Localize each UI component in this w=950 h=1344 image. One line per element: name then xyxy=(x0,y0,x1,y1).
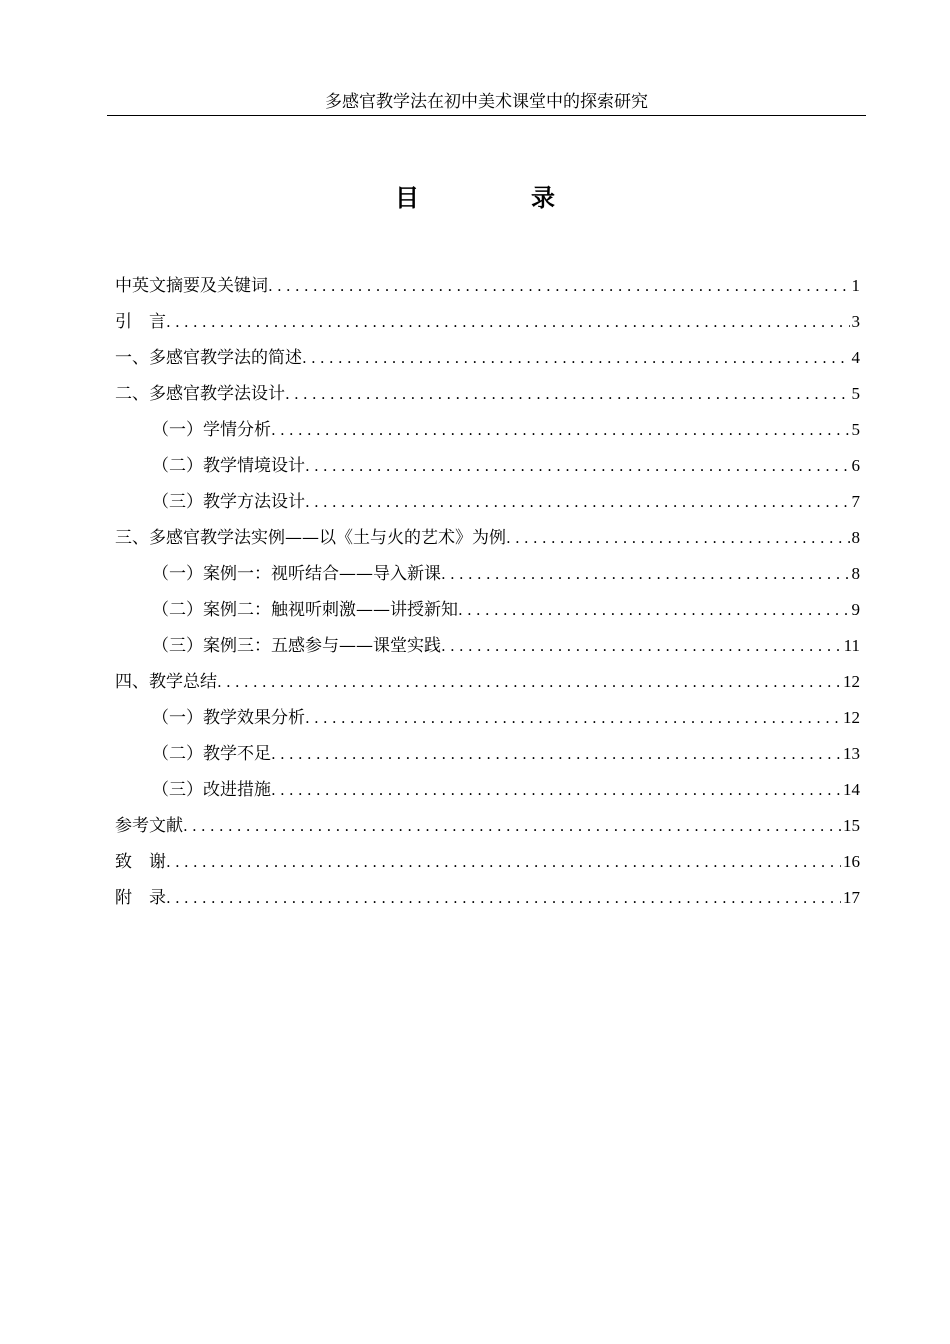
toc-entry-page: 11 xyxy=(843,636,860,655)
toc-dot-leader xyxy=(305,488,850,516)
toc-dot-leader xyxy=(166,848,841,876)
toc-dot-leader xyxy=(458,596,850,624)
toc-entry[interactable] xyxy=(115,776,860,812)
toc-dot-leader xyxy=(268,272,850,300)
running-header xyxy=(107,92,866,116)
toc-title: 目 录 xyxy=(395,183,599,212)
toc-entry-label: （一）学情分析 xyxy=(152,420,271,440)
toc-entry-page: 8 xyxy=(851,528,860,547)
toc-entry[interactable] xyxy=(115,596,860,632)
toc-entry[interactable] xyxy=(115,272,860,308)
toc-entry-page: 14 xyxy=(843,780,860,799)
toc-entry[interactable] xyxy=(115,812,860,848)
toc-entry[interactable] xyxy=(115,524,860,560)
toc-dot-leader xyxy=(271,740,841,768)
toc-entry-label: （三）改进措施 xyxy=(152,780,271,800)
toc-entry-page: 5 xyxy=(851,420,860,439)
toc-dot-leader xyxy=(441,560,850,588)
toc-entry-label: （一）教学效果分析 xyxy=(152,708,305,728)
toc-entry-label: 中英文摘要及关键词 xyxy=(115,276,268,296)
toc-entry-label: 引 言 xyxy=(115,312,166,332)
toc-entry-page: 1 xyxy=(851,276,860,295)
toc-entry[interactable] xyxy=(115,560,860,596)
toc-entry-label: 参考文献 xyxy=(115,816,183,836)
toc-entry[interactable] xyxy=(115,380,860,416)
toc-dot-leader xyxy=(271,776,841,804)
toc-entry-label: 致 谢 xyxy=(115,852,166,872)
toc-entry-page: 5 xyxy=(851,384,860,403)
toc-entry-page: 16 xyxy=(843,852,860,871)
toc-dot-leader xyxy=(285,380,850,408)
running-header-title: 多感官教学法在初中美术课堂中的探索研究 xyxy=(325,92,648,112)
toc-dot-leader xyxy=(305,704,841,732)
toc-dot-leader xyxy=(271,416,850,444)
toc-entry[interactable] xyxy=(115,704,860,740)
toc-entry-page: 4 xyxy=(851,348,860,367)
toc-entry-page: 7 xyxy=(851,492,860,511)
toc-entry[interactable] xyxy=(115,632,860,668)
toc-entry-label: 附 录 xyxy=(115,888,166,908)
toc-dot-leader xyxy=(441,632,842,660)
toc-entry-page: 6 xyxy=(851,456,860,475)
toc-entry-label: （二）教学情境设计 xyxy=(152,456,305,476)
toc-entry-page: 13 xyxy=(843,744,860,763)
toc-entry-page: 8 xyxy=(851,564,860,583)
toc-entry-label: （一）案例一：视听结合——导入新课 xyxy=(152,564,441,584)
toc-dot-leader xyxy=(302,344,850,372)
toc-entry-label: （二）案例二：触视听刺激——讲授新知 xyxy=(152,600,458,620)
toc-entry[interactable] xyxy=(115,344,860,380)
toc-entry-label: 一、多感官教学法的简述 xyxy=(115,348,302,368)
toc-entry-page: 15 xyxy=(843,816,860,835)
toc-entry[interactable] xyxy=(115,488,860,524)
toc-entry[interactable] xyxy=(115,884,860,920)
toc-dot-leader xyxy=(166,308,850,336)
toc-entry[interactable] xyxy=(115,668,860,704)
toc-entry-page: 3 xyxy=(851,312,860,331)
toc-entry-label: （二）教学不足 xyxy=(152,744,271,764)
toc-dot-leader xyxy=(506,524,850,552)
toc-entry[interactable] xyxy=(115,416,860,452)
table-of-contents xyxy=(115,272,860,920)
toc-entry[interactable] xyxy=(115,740,860,776)
toc-dot-leader xyxy=(217,668,841,696)
toc-entry-label: （三）案例三：五感参与——课堂实践 xyxy=(152,636,441,656)
toc-dot-leader xyxy=(166,884,841,912)
toc-entry[interactable] xyxy=(115,452,860,488)
toc-entry-label: （三）教学方法设计 xyxy=(152,492,305,512)
toc-entry[interactable] xyxy=(115,308,860,344)
toc-entry-page: 12 xyxy=(843,672,860,691)
toc-entry-page: 9 xyxy=(851,600,860,619)
toc-entry-page: 12 xyxy=(843,708,860,727)
toc-entry[interactable] xyxy=(115,848,860,884)
toc-entry-label: 四、教学总结 xyxy=(115,672,217,692)
toc-entry-label: 二、多感官教学法设计 xyxy=(115,384,285,404)
toc-dot-leader xyxy=(183,812,841,840)
toc-dot-leader xyxy=(305,452,850,480)
toc-entry-label: 三、多感官教学法实例——以《土与火的艺术》为例 xyxy=(115,528,506,548)
toc-entry-page: 17 xyxy=(843,888,860,907)
